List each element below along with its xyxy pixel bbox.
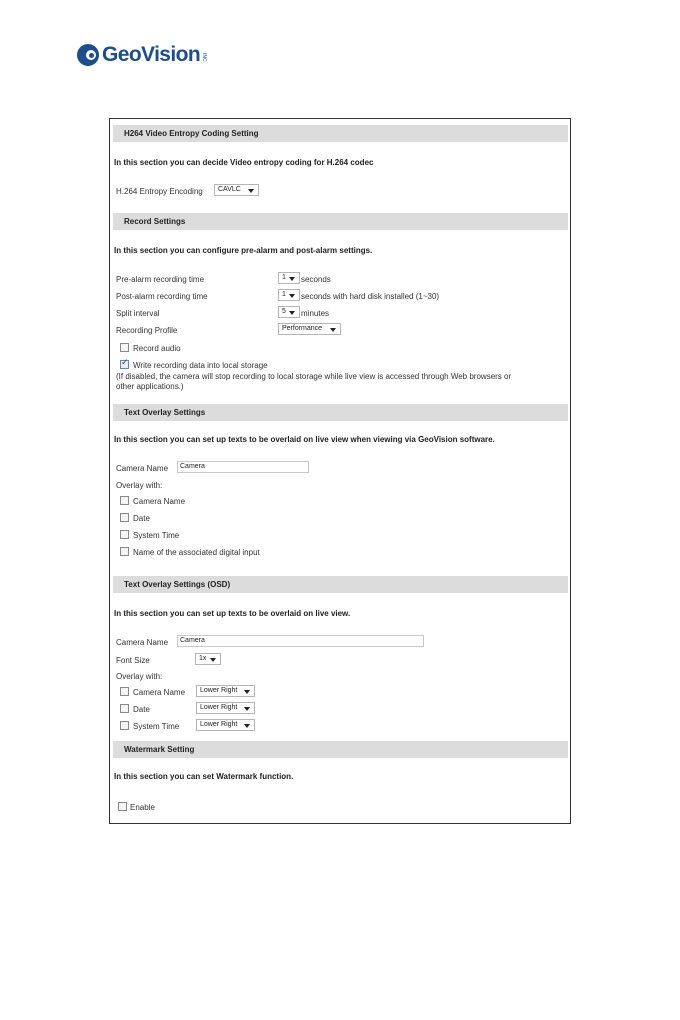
osd-overlay-with-label: Overlay with: xyxy=(116,672,163,681)
chevron-down-icon xyxy=(289,294,295,298)
osd-system-time-position-select[interactable] xyxy=(196,719,255,731)
settings-panel xyxy=(109,118,571,824)
pre-alarm-label: Pre-alarm recording time xyxy=(116,275,205,284)
watermark-enable-checkbox[interactable] xyxy=(118,802,127,811)
overlay-option-label: Name of the associated digital input xyxy=(133,548,260,557)
overlay-camera-name-label: Camera Name xyxy=(116,464,169,473)
chevron-down-icon xyxy=(210,658,216,662)
overlay-digital-input-checkbox[interactable] xyxy=(120,547,129,556)
watermark-description: In this section you can set Watermark function. xyxy=(114,772,294,781)
overlay-description: In this section you can set up texts to be overlaid on live view when viewing via GeoVision software. xyxy=(114,435,495,444)
osd-camera-name-label: Camera Name xyxy=(116,638,169,647)
recording-profile-value: Performance xyxy=(282,325,323,332)
pre-alarm-select[interactable] xyxy=(278,272,300,284)
overlay-camera-name-input[interactable]: Camera xyxy=(177,461,309,473)
entropy-encoding-select[interactable] xyxy=(214,184,259,196)
overlay-section-header: Text Overlay Settings xyxy=(113,404,568,421)
chevron-down-icon xyxy=(289,277,295,281)
chevron-down-icon xyxy=(289,311,295,315)
overlay-option-label: System Time xyxy=(133,531,180,540)
osd-section-header: Text Overlay Settings (OSD) xyxy=(113,576,568,593)
chevron-down-icon xyxy=(244,707,250,711)
watermark-section-header: Watermark Setting xyxy=(113,741,568,758)
overlay-camera-name-checkbox[interactable] xyxy=(120,496,129,505)
entropy-section-header: H264 Video Entropy Coding Setting xyxy=(113,125,568,142)
split-interval-label: Split interval xyxy=(116,309,160,318)
osd-date-checkbox[interactable] xyxy=(120,704,129,713)
pre-alarm-value: 1 xyxy=(282,274,286,281)
entropy-encoding-value: CAVLC xyxy=(218,186,241,193)
chevron-down-icon xyxy=(330,328,336,332)
overlay-option-label: Camera Name xyxy=(133,497,186,506)
post-alarm-select[interactable] xyxy=(278,289,300,301)
osd-position-value: Lower Right xyxy=(200,687,238,694)
osd-date-position-select[interactable] xyxy=(196,702,255,714)
recording-profile-select[interactable] xyxy=(278,323,341,335)
record-audio-label: Record audio xyxy=(133,344,181,353)
split-interval-unit: minutes xyxy=(301,309,330,318)
osd-camera-name-checkbox[interactable] xyxy=(120,687,129,696)
osd-option-label: Camera Name xyxy=(133,688,186,697)
overlay-with-label: Overlay with: xyxy=(116,481,163,490)
split-interval-value: 5 xyxy=(282,308,286,315)
entropy-encoding-label: H.264 Entropy Encoding xyxy=(116,187,203,196)
geovision-logo xyxy=(77,38,207,72)
geovision-logo-mark-icon xyxy=(77,44,99,66)
pre-alarm-unit: seconds xyxy=(301,275,331,284)
brand-name: GeoVision xyxy=(102,43,201,66)
post-alarm-value: 1 xyxy=(282,291,286,298)
osd-option-label: System Time xyxy=(133,722,180,731)
record-audio-checkbox[interactable] xyxy=(120,343,129,352)
overlay-option-label: Date xyxy=(133,514,150,523)
split-interval-select[interactable] xyxy=(278,306,300,318)
write-local-storage-checkbox[interactable] xyxy=(120,360,129,369)
recording-profile-label: Recording Profile xyxy=(116,326,178,335)
entropy-description: In this section you can decide Video entropy coding for H.264 codec xyxy=(114,158,374,167)
osd-description: In this section you can set up texts to be overlaid on live view. xyxy=(114,609,351,618)
write-local-storage-label: Write recording data into local storage xyxy=(133,361,268,370)
write-local-storage-note-2: other applications.) xyxy=(116,382,184,391)
watermark-enable-label: Enable xyxy=(130,803,155,812)
record-section-header: Record Settings xyxy=(113,213,568,230)
write-local-storage-note-1: (If disabled, the camera will stop recording to local storage while live view is accessed through Web browsers or xyxy=(116,372,512,381)
post-alarm-unit: seconds with hard disk installed (1~30) xyxy=(301,292,440,301)
osd-camera-name-position-select[interactable] xyxy=(196,685,255,697)
osd-camera-name-input[interactable]: Camera xyxy=(177,635,424,647)
osd-option-label: Date xyxy=(133,705,150,714)
overlay-date-checkbox[interactable] xyxy=(120,513,129,522)
chevron-down-icon xyxy=(244,690,250,694)
post-alarm-label: Post-alarm recording time xyxy=(116,292,208,301)
osd-system-time-checkbox[interactable] xyxy=(120,721,129,730)
overlay-system-time-checkbox[interactable] xyxy=(120,530,129,539)
chevron-down-icon xyxy=(248,189,254,193)
osd-font-size-value: 1x xyxy=(199,655,207,662)
osd-position-value: Lower Right xyxy=(200,721,238,728)
record-description: In this section you can configure pre-alarm and post-alarm settings. xyxy=(114,246,373,255)
osd-font-size-label: Font Size xyxy=(116,656,150,665)
osd-position-value: Lower Right xyxy=(200,704,238,711)
brand-suffix: INC. xyxy=(201,53,208,63)
chevron-down-icon xyxy=(244,724,250,728)
osd-font-size-select[interactable] xyxy=(195,653,221,665)
